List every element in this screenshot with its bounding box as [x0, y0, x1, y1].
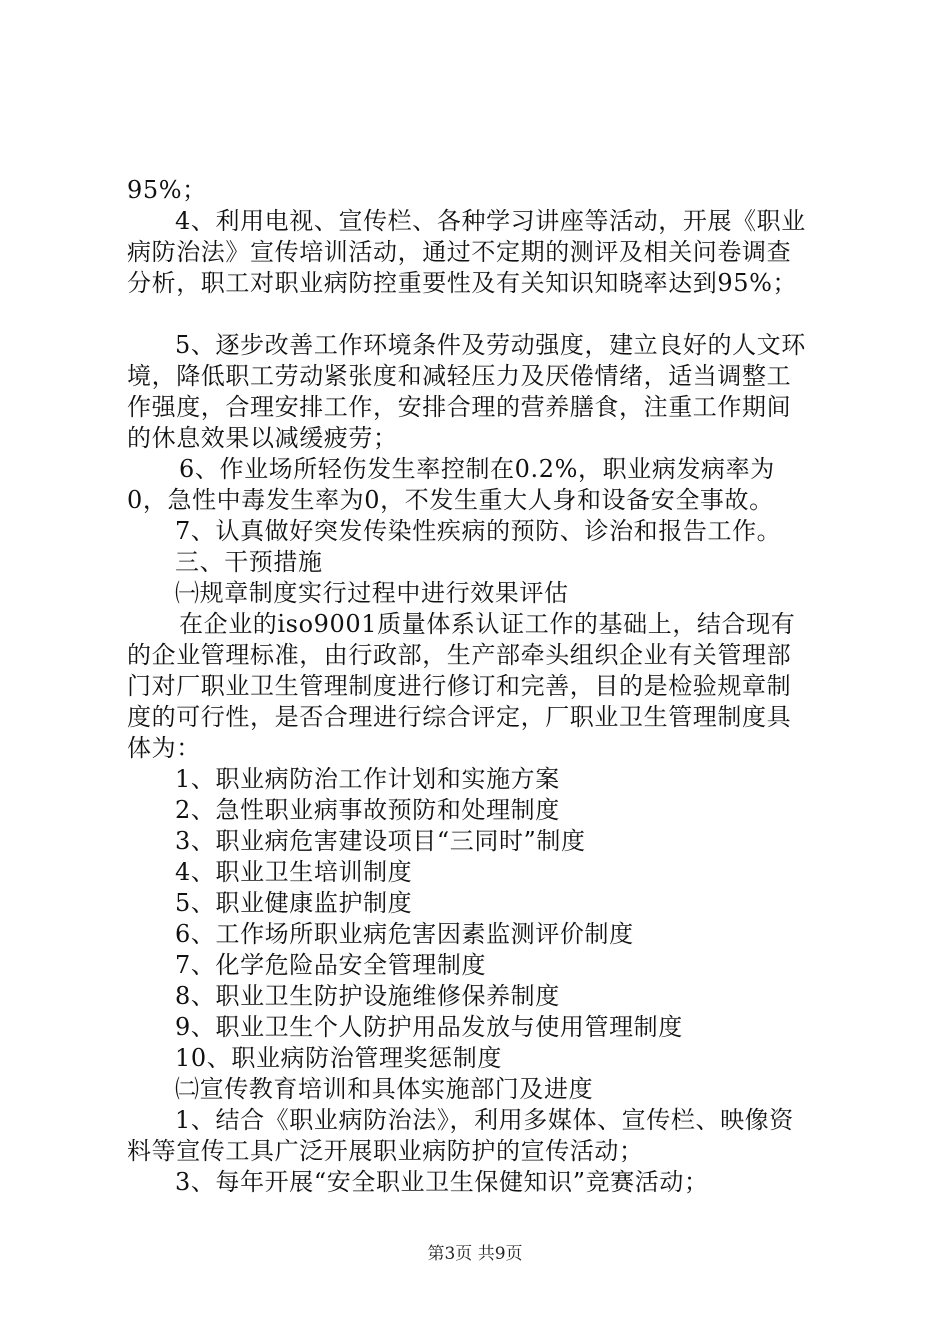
text-line: 作强度，合理安排工作，安排合理的营养膳食，注重工作期间 [127, 393, 792, 421]
text-line: 度的可行性，是否合理进行综合评定，厂职业卫生管理制度具 [127, 703, 792, 731]
page-footer [0, 1243, 950, 1265]
text-line: 7、认真做好突发传染性疾病的预防、诊治和报告工作。 [175, 517, 782, 545]
text-line: 门对厂职业卫生管理制度进行修订和完善，目的是检验规章制 [127, 672, 792, 700]
text-line: 0，急性中毒发生率为0，不发生重大人身和设备安全事故。 [127, 486, 774, 514]
text-line: 3、每年开展“安全职业卫生保健知识”竞赛活动； [175, 1168, 709, 1196]
subsection-heading: ㈡宣传教育培训和具体实施部门及进度 [175, 1075, 594, 1103]
subsection-heading: ㈠规章制度实行过程中进行效果评估 [175, 579, 569, 607]
text-line: 95%； [127, 176, 207, 204]
list-item: 5、职业健康监护制度 [175, 889, 413, 917]
list-item: 1、职业病防治工作计划和实施方案 [175, 765, 560, 793]
list-item: 4、职业卫生培训制度 [175, 858, 413, 886]
list-item: 2、急性职业病事故预防和处理制度 [175, 796, 560, 824]
document-body [127, 175, 832, 1198]
list-item: 8、职业卫生防护设施维修保养制度 [175, 982, 560, 1010]
list-item: 3、职业病危害建设项目“三同时”制度 [175, 827, 586, 855]
text-line: 1、结合《职业病防治法》，利用多媒体、宣传栏、映像资 [175, 1106, 794, 1134]
text-line: 体为： [127, 734, 201, 762]
section-heading: 三、干预措施 [175, 548, 323, 576]
text-line: 的企业管理标准，由行政部，生产部牵头组织企业有关管理部 [127, 641, 792, 669]
page-number: 第3页 共9页 [427, 1244, 523, 1264]
list-item: 7、化学危险品安全管理制度 [175, 951, 487, 979]
text-line: 料等宣传工具广泛开展职业病防护的宣传活动； [127, 1137, 644, 1165]
text-line: 在企业的iso9001质量体系认证工作的基础上，结合现有 [179, 610, 796, 638]
blank-line [127, 299, 832, 330]
text-line: 6、作业场所轻伤发生率控制在0.2%，职业病发病率为 [179, 455, 775, 483]
text-line: 的休息效果以减缓疲劳； [127, 424, 398, 452]
list-item: 9、职业卫生个人防护用品发放与使用管理制度 [175, 1013, 683, 1041]
text-line: 4、利用电视、宣传栏、各种学习讲座等活动，开展《职业 [175, 207, 806, 235]
list-item: 6、工作场所职业病危害因素监测评价制度 [175, 920, 634, 948]
text-line: 境，降低职工劳动紧张度和减轻压力及厌倦情绪，适当调整工 [127, 362, 792, 390]
text-line: 分析，职工对职业病防控重要性及有关知识知晓率达到95%； [127, 269, 798, 297]
text-line: 5、逐步改善工作环境条件及劳动强度，建立良好的人文环 [175, 331, 806, 359]
text-line: 病防治法》宣传培训活动，通过不定期的测评及相关问卷调查 [127, 238, 792, 266]
list-item: 10、职业病防治管理奖惩制度 [175, 1044, 502, 1072]
